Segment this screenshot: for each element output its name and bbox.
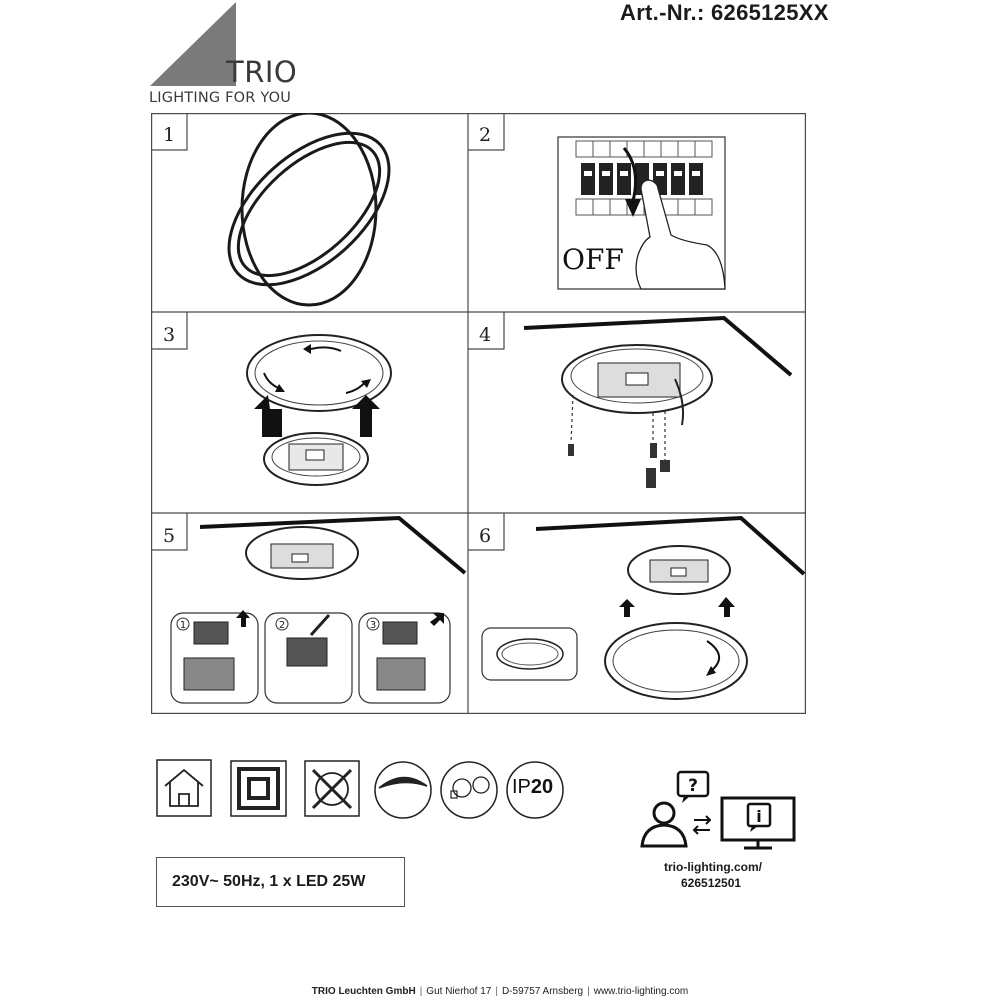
step2-off-label: OFF: [562, 243, 624, 276]
step-2-number: 2: [479, 124, 492, 146]
footer-separator: |: [419, 986, 423, 997]
step-5-number: 5: [163, 525, 176, 547]
footer-separator: |: [587, 986, 590, 997]
svg-text:?: ?: [688, 776, 698, 796]
ip-value: 20: [530, 776, 554, 798]
logo-name: TRIO: [226, 55, 298, 89]
protection-class-ii-icon: [231, 761, 286, 816]
substep-1-number: 1: [179, 620, 187, 631]
logo-tagline: LIGHTING FOR YOU: [149, 90, 292, 106]
support-url[interactable]: trio-lighting.com/: [664, 860, 762, 874]
step-3-number: 3: [163, 324, 176, 346]
substep-3-number: 3: [369, 620, 377, 631]
step-4-number: 4: [479, 324, 492, 346]
footer-company: TRIO Leuchten GmbH: [311, 986, 416, 997]
exchange-arrows-icon: [694, 816, 710, 834]
step5-illustration: [171, 518, 465, 703]
dimmable-icon: [375, 762, 431, 818]
logo-triangle-icon: [150, 2, 236, 86]
ip-rating-label: [512, 776, 553, 799]
substep-2-number: 2: [278, 620, 286, 631]
footer-website[interactable]: www.trio-lighting.com: [593, 986, 689, 997]
step1-ring-outline: [202, 113, 417, 313]
ip-prefix: IP: [512, 776, 531, 798]
light-source-icon: [441, 762, 497, 818]
step3-illustration: [247, 335, 391, 485]
footer: [0, 986, 1000, 997]
question-bubble-icon: [678, 772, 708, 803]
support-graphic: [636, 770, 801, 850]
article-number: Art.-Nr.: 6265125XX: [620, 0, 829, 25]
instruction-grid: [151, 113, 806, 714]
monitor-info-icon: [722, 798, 794, 848]
person-icon: [642, 803, 686, 846]
indoor-use-house-icon: [157, 760, 211, 816]
step4-illustration: [524, 318, 791, 488]
footer-separator: |: [495, 986, 498, 997]
symbols-row: [155, 758, 565, 822]
support-code: 626512501: [681, 876, 742, 890]
step6-illustration: [482, 518, 804, 699]
step-6-number: 6: [479, 525, 492, 547]
spec-text: 230V~ 50Hz, 1 x LED 25W: [172, 873, 366, 890]
footer-city: D-59757 Arnsberg: [501, 986, 584, 997]
led-not-replaceable-icon: [305, 761, 359, 816]
step-1-number: 1: [163, 124, 176, 146]
svg-text:i: i: [756, 807, 762, 826]
footer-address: Gut Nierhof 17: [426, 986, 492, 997]
